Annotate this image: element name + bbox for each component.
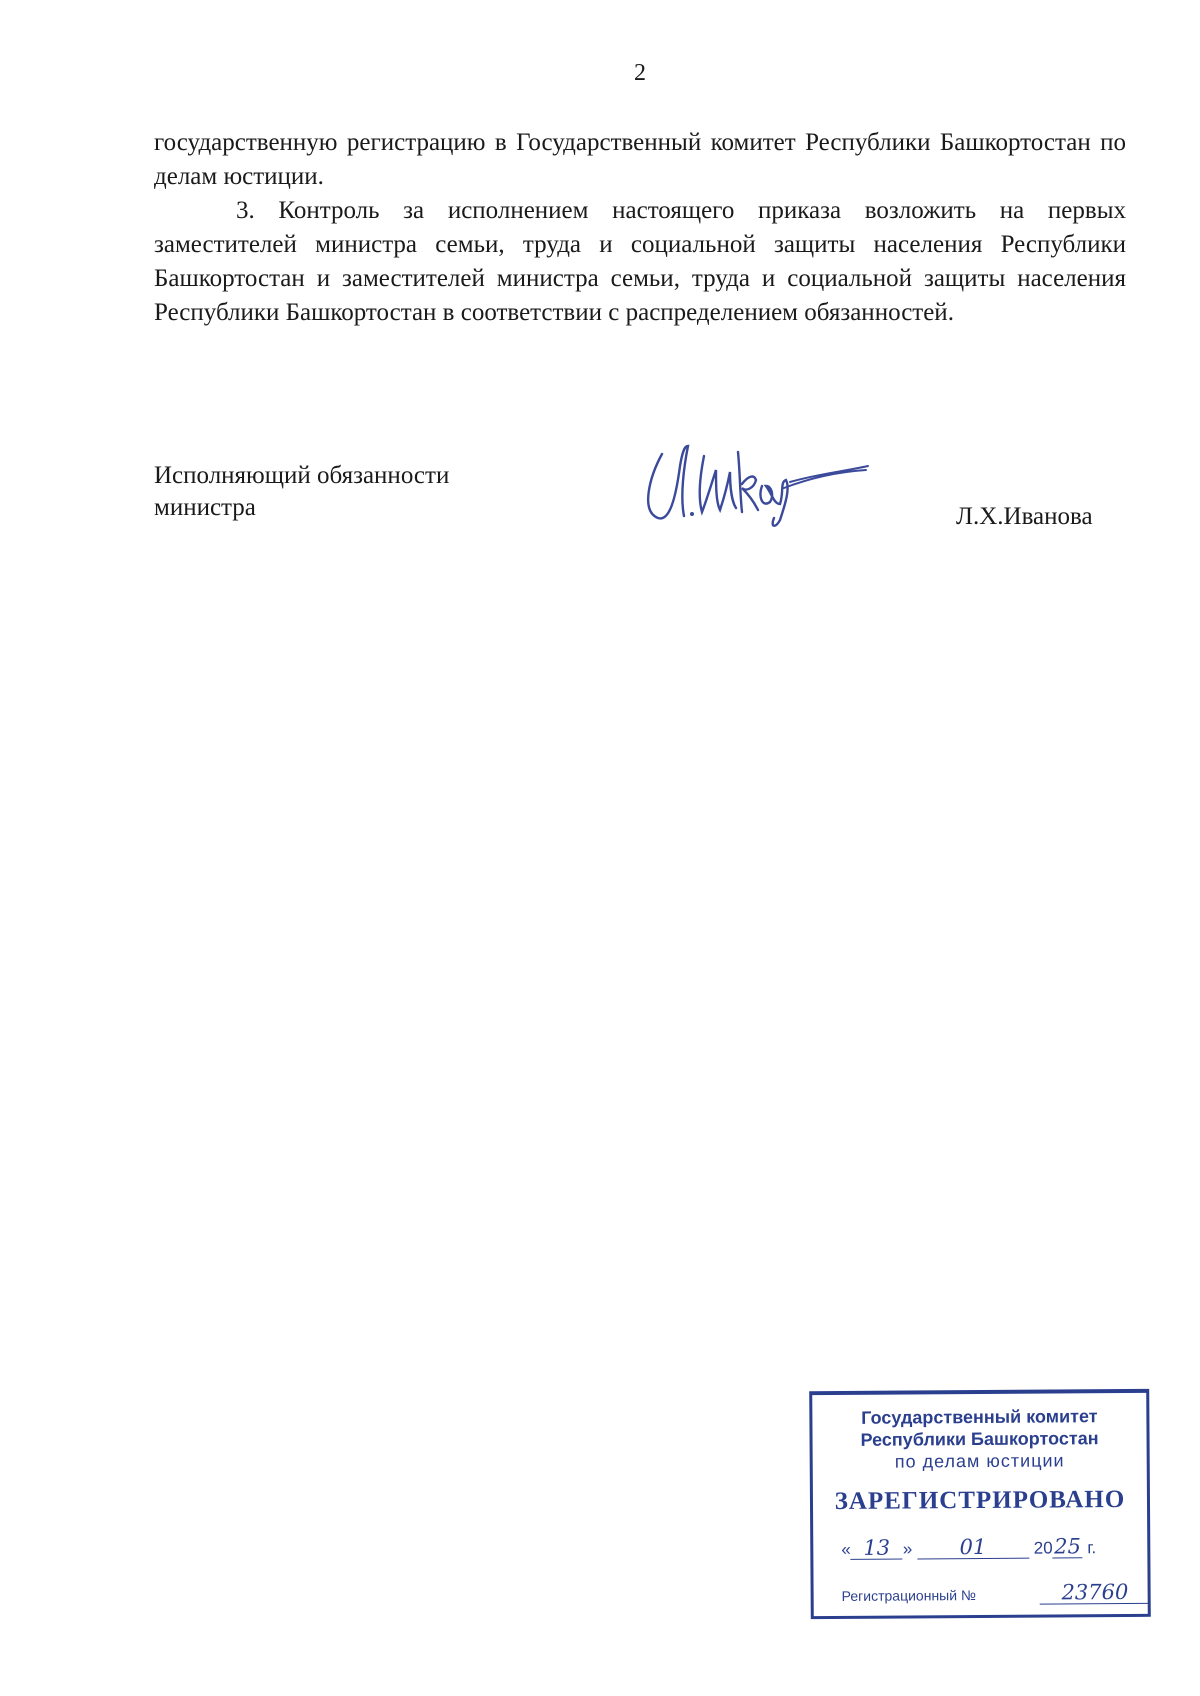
stamp-authority-line3: по делам юстиции [894, 1450, 1065, 1472]
stamp-regnum-value: 23760 [1040, 1581, 1150, 1605]
stamp-registered-label: ЗАРЕГИСТРИРОВАНО [834, 1485, 1126, 1516]
stamp-date-month: 01 [917, 1536, 1029, 1560]
stamp-authority-line1: Государственный комитет [861, 1406, 1098, 1428]
signatory-name: Л.Х.Иванова [956, 503, 1093, 530]
stamp-date-year-suffix: 25 [1054, 1534, 1082, 1559]
stamp-date-close-quote: » [902, 1539, 913, 1559]
stamp-regnum-label: Регистрационный № [841, 1587, 977, 1604]
signatory-title-line1: Исполняющий обязанности [154, 462, 450, 489]
stamp-date-day: 13 [851, 1537, 903, 1560]
paragraph-item-3: 3. Контроль за исполнением настоящего приказа возложить на первых заместителей министра семьи, труда и социальной защиты населения Республики Башкортостан и заместителей министра семьи, труда и социальной защиты населения Республики Башкортостан в соответствии с распределением обязанностей. [154, 197, 1126, 326]
paragraph-continuation: государственную регистрацию в Государственный комитет Республики Башкортостан по делам юстиции. [154, 129, 1126, 190]
page-number: 2 [634, 60, 646, 86]
handwritten-signature [640, 436, 870, 536]
stamp-date-year-unit: г. [1087, 1538, 1097, 1558]
stamp-authority-line2: Республики Башкортостан [860, 1428, 1099, 1450]
document-body [154, 126, 1126, 330]
signatory-title [154, 460, 449, 524]
registration-stamp [809, 1389, 1151, 1619]
stamp-date-year-prefix: 20 [1033, 1538, 1053, 1558]
signatory-title-line2: министра [154, 494, 256, 521]
stamp-registration-number [842, 1581, 1150, 1606]
stamp-date-open-quote: « [841, 1539, 851, 1559]
stamp-date [841, 1535, 1096, 1560]
